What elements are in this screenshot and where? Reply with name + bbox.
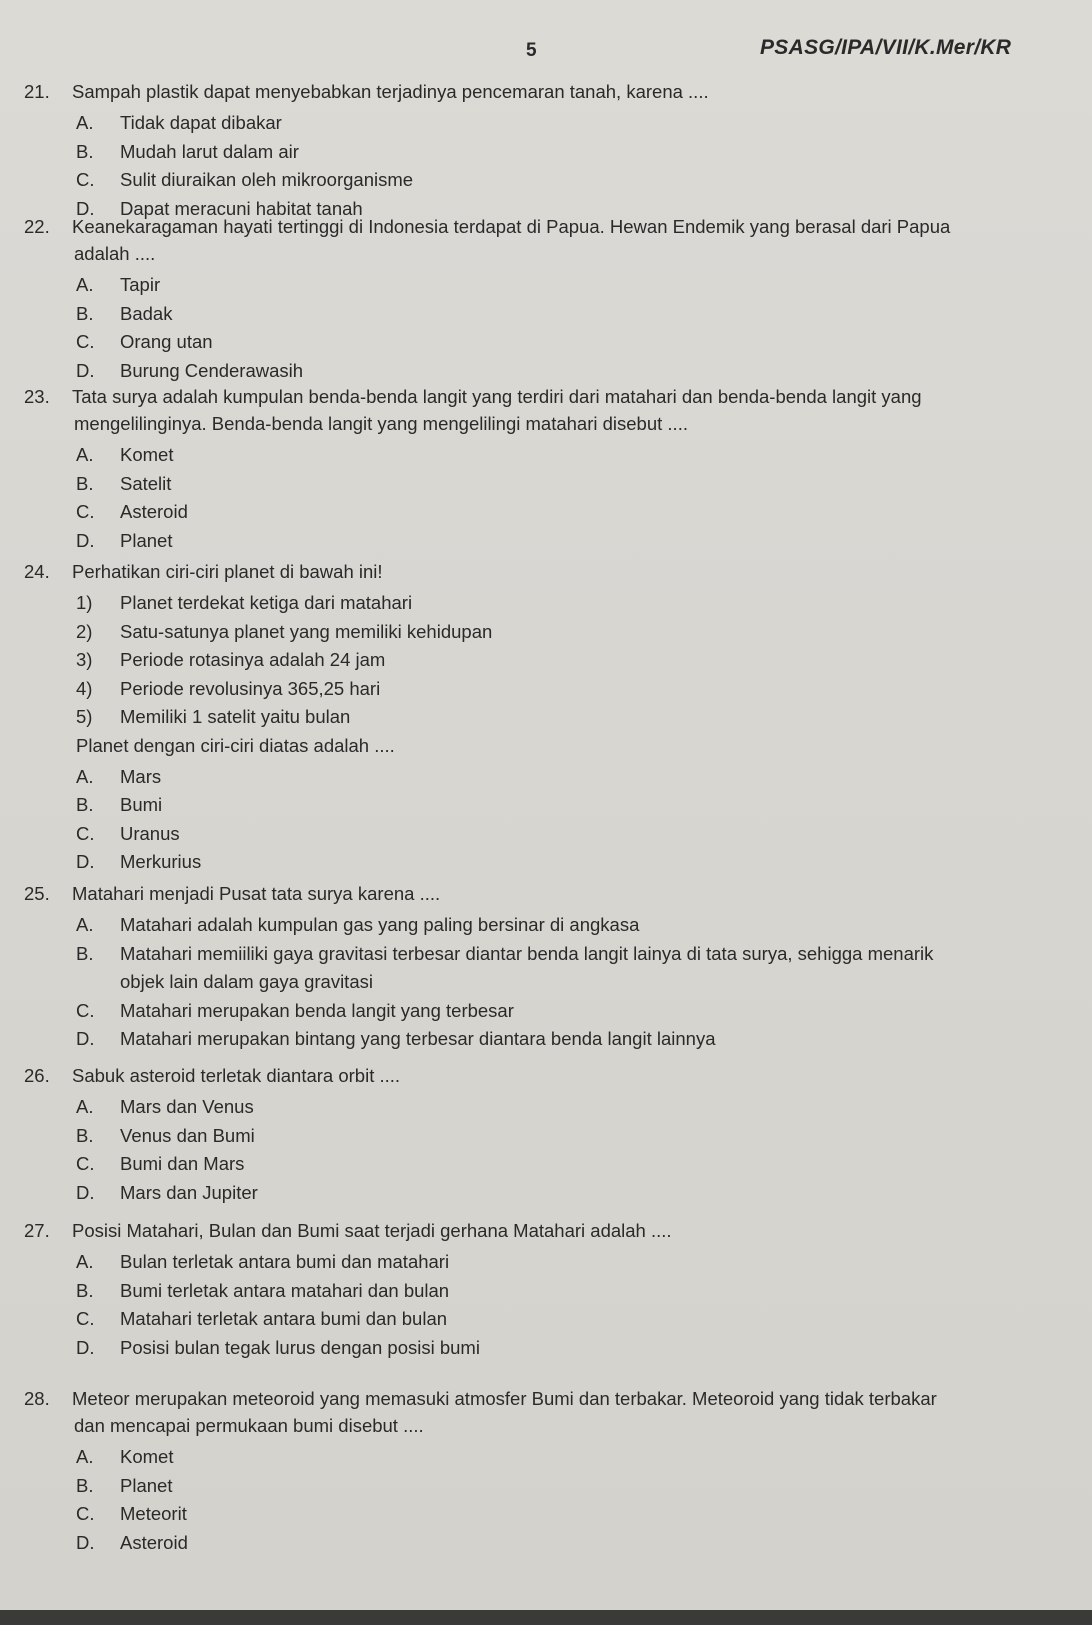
question-number: 24. bbox=[24, 561, 50, 582]
question-text: Posisi Matahari, Bulan dan Bumi saat terjadi gerhana Matahari adalah .... bbox=[72, 1220, 672, 1241]
option-b[interactable] bbox=[76, 470, 1074, 499]
option-d[interactable] bbox=[76, 357, 1074, 386]
option-text: Merkurius bbox=[120, 851, 202, 872]
option-letter: A. bbox=[76, 274, 94, 295]
option-letter: D. bbox=[76, 851, 95, 872]
option-text: Badak bbox=[120, 302, 173, 324]
question-number: 21. bbox=[24, 81, 50, 102]
option-text: Dapat meracuni habitat tanah bbox=[120, 197, 363, 219]
feature-list bbox=[76, 589, 1074, 732]
option-b[interactable] bbox=[76, 1472, 1074, 1501]
option-list bbox=[76, 763, 1074, 877]
question-stem bbox=[24, 880, 1074, 907]
option-b[interactable] bbox=[76, 1277, 1074, 1306]
document-code: PSASG/IPA/VII/K.Mer/KR bbox=[760, 36, 1012, 59]
feature-text: Periode rotasinya adalah 24 jam bbox=[120, 649, 386, 670]
option-letter: D. bbox=[76, 1531, 95, 1553]
option-text: Mudah larut dalam air bbox=[120, 140, 299, 162]
option-text: Matahari memiiliki gaya gravitasi terbesar diantar benda langit lainya di tata surya, sehigga menarik bbox=[120, 942, 934, 964]
option-text: Matahari merupakan bintang yang terbesar diantara benda langit lainnya bbox=[120, 1028, 716, 1049]
question-text: Keanekaragaman hayati tertinggi di Indonesia terdapat di Papua. Hewan Endemik yang berasal dari Papua bbox=[72, 216, 951, 237]
option-text: Asteroid bbox=[120, 1531, 188, 1553]
option-text: Tidak dapat dibakar bbox=[120, 112, 282, 133]
option-text: Bumi dan Mars bbox=[120, 1153, 245, 1174]
option-b[interactable] bbox=[76, 791, 1074, 820]
option-a[interactable] bbox=[76, 763, 1074, 792]
option-letter: C. bbox=[76, 1503, 95, 1524]
option-letter: C. bbox=[76, 1153, 95, 1174]
question-text: Tata surya adalah kumpulan benda-benda langit yang terdiri dari matahari dan benda-benda langit yang bbox=[72, 386, 922, 407]
option-text: Uranus bbox=[120, 822, 180, 844]
option-letter: C. bbox=[76, 999, 95, 1021]
feature-item bbox=[76, 618, 1074, 647]
option-text: Mars bbox=[120, 765, 162, 787]
option-a[interactable] bbox=[76, 911, 1074, 940]
option-text: Bumi terletak antara matahari dan bulan bbox=[120, 1279, 450, 1301]
option-b[interactable] bbox=[76, 1122, 1074, 1151]
question-26 bbox=[24, 1062, 1074, 1207]
option-d[interactable] bbox=[76, 1334, 1074, 1363]
option-a[interactable] bbox=[76, 271, 1074, 300]
option-letter: B. bbox=[76, 472, 94, 494]
question-stem bbox=[24, 1062, 1074, 1089]
option-letter: D. bbox=[76, 529, 95, 551]
option-text: Planet bbox=[120, 529, 173, 551]
question-number: 23. bbox=[24, 386, 50, 407]
option-text: Matahari merupakan benda langit yang terbesar bbox=[120, 999, 514, 1021]
option-letter: C. bbox=[76, 501, 95, 522]
question-stem bbox=[24, 78, 1074, 105]
option-letter: D. bbox=[76, 1028, 95, 1049]
question-text-continued: mengelilinginya. Benda-benda langit yang mengelilingi matahari disebut .... bbox=[74, 413, 688, 434]
option-c[interactable] bbox=[76, 820, 1074, 849]
option-text: Tapir bbox=[120, 274, 161, 295]
option-letter: A. bbox=[76, 1251, 94, 1272]
option-text: Sulit diuraikan oleh mikroorganisme bbox=[120, 169, 414, 190]
question-number: 27. bbox=[24, 1220, 50, 1241]
option-letter: C. bbox=[76, 331, 95, 352]
feature-item bbox=[76, 675, 1074, 704]
option-text: Burung Cenderawasih bbox=[120, 359, 304, 381]
option-letter: B. bbox=[76, 942, 94, 964]
question-23 bbox=[24, 383, 1074, 555]
option-letter: A. bbox=[76, 765, 94, 787]
option-c[interactable] bbox=[76, 1305, 1074, 1334]
option-text: Satelit bbox=[120, 472, 172, 494]
question-text: Perhatikan ciri-ciri planet di bawah ini! bbox=[72, 561, 383, 582]
option-letter: D. bbox=[76, 1181, 95, 1203]
option-letter: B. bbox=[76, 1279, 94, 1301]
option-letter: C. bbox=[76, 1308, 95, 1329]
option-list bbox=[76, 441, 1074, 555]
option-text: Komet bbox=[120, 444, 174, 465]
option-c[interactable] bbox=[76, 328, 1074, 357]
question-number: 26. bbox=[24, 1065, 50, 1086]
option-list bbox=[76, 271, 1074, 385]
feature-number: 4) bbox=[76, 677, 93, 699]
option-letter: D. bbox=[76, 359, 95, 381]
option-b[interactable] bbox=[76, 300, 1074, 329]
option-text: Bumi bbox=[120, 794, 163, 815]
option-letter: A. bbox=[76, 1096, 94, 1117]
feature-text: Memiliki 1 satelit yaitu bulan bbox=[120, 706, 351, 727]
option-letter: B. bbox=[76, 1474, 94, 1496]
option-letter: A. bbox=[76, 914, 94, 935]
option-b[interactable] bbox=[76, 940, 1074, 969]
option-letter: D. bbox=[76, 1336, 95, 1358]
option-letter: A. bbox=[76, 444, 94, 465]
option-letter: B. bbox=[76, 794, 94, 815]
option-a[interactable] bbox=[76, 441, 1074, 470]
question-stem bbox=[24, 1217, 1074, 1244]
question-number: 22. bbox=[24, 216, 50, 237]
option-text: Matahari terletak antara bumi dan bulan bbox=[120, 1308, 448, 1329]
option-text: Venus dan Bumi bbox=[120, 1124, 255, 1146]
option-list bbox=[76, 911, 1074, 1054]
question-number: 25. bbox=[24, 883, 50, 904]
option-text: Asteroid bbox=[120, 501, 188, 522]
option-a[interactable] bbox=[76, 1443, 1074, 1472]
question-22 bbox=[24, 213, 1074, 385]
option-letter: B. bbox=[76, 302, 94, 324]
option-letter: C. bbox=[76, 822, 95, 844]
question-25 bbox=[24, 880, 1074, 1054]
question-text: Meteor merupakan meteoroid yang memasuki atmosfer Bumi dan terbakar. Meteoroid yang tidak terbakar bbox=[72, 1388, 937, 1409]
feature-text: Satu-satunya planet yang memiliki kehidupan bbox=[120, 620, 493, 642]
feature-item bbox=[76, 589, 1074, 618]
option-letter: A. bbox=[76, 1446, 94, 1467]
option-letter: B. bbox=[76, 1124, 94, 1146]
option-b[interactable] bbox=[76, 138, 1074, 167]
question-prompt: Planet dengan ciri-ciri diatas adalah .... bbox=[76, 734, 395, 756]
option-letter: B. bbox=[76, 140, 94, 162]
question-stem bbox=[24, 383, 1074, 410]
option-text: Meteorit bbox=[120, 1503, 187, 1524]
page-bottom-edge bbox=[0, 1610, 1092, 1625]
option-list bbox=[76, 1248, 1074, 1362]
option-list bbox=[76, 1093, 1074, 1207]
question-28 bbox=[24, 1385, 1074, 1557]
option-letter: A. bbox=[76, 112, 94, 133]
option-c[interactable] bbox=[76, 997, 1074, 1026]
option-text: Bulan terletak antara bumi dan matahari bbox=[120, 1251, 450, 1272]
option-c[interactable] bbox=[76, 498, 1074, 527]
option-d[interactable] bbox=[76, 527, 1074, 556]
option-d[interactable] bbox=[76, 848, 1074, 877]
question-text-continued: dan mencapai permukaan bumi disebut .... bbox=[74, 1415, 424, 1436]
question-stem bbox=[24, 213, 1074, 240]
option-c[interactable] bbox=[76, 166, 1074, 195]
feature-number: 1) bbox=[76, 592, 93, 613]
option-d[interactable] bbox=[76, 1529, 1074, 1558]
question-27 bbox=[24, 1217, 1074, 1362]
option-letter: C. bbox=[76, 169, 95, 190]
option-text: Posisi bulan tegak lurus dengan posisi bumi bbox=[120, 1336, 480, 1358]
option-text: Komet bbox=[120, 1446, 174, 1467]
option-list bbox=[76, 1443, 1074, 1557]
option-text: Planet bbox=[120, 1474, 173, 1496]
option-a[interactable] bbox=[76, 1248, 1074, 1277]
feature-number: 5) bbox=[76, 706, 93, 727]
option-c[interactable] bbox=[76, 1150, 1074, 1179]
feature-text: Planet terdekat ketiga dari matahari bbox=[120, 592, 413, 613]
question-24 bbox=[24, 558, 1074, 877]
question-text: Sampah plastik dapat menyebabkan terjadinya pencemaran tanah, karena .... bbox=[72, 81, 709, 102]
page-number: 5 bbox=[526, 40, 537, 61]
option-text: Mars dan Jupiter bbox=[120, 1181, 258, 1203]
feature-item bbox=[76, 703, 1074, 732]
option-list bbox=[76, 109, 1074, 223]
option-d[interactable] bbox=[76, 1025, 1074, 1054]
question-text: Sabuk asteroid terletak diantara orbit .... bbox=[72, 1065, 401, 1086]
question-stem bbox=[24, 558, 1074, 585]
option-a[interactable] bbox=[76, 109, 1074, 138]
option-text: Orang utan bbox=[120, 331, 213, 352]
question-number: 28. bbox=[24, 1388, 50, 1409]
option-d[interactable] bbox=[76, 1179, 1074, 1208]
question-text: Matahari menjadi Pusat tata surya karena .... bbox=[72, 883, 441, 904]
option-text: Matahari adalah kumpulan gas yang paling bersinar di angkasa bbox=[120, 914, 640, 935]
option-a[interactable] bbox=[76, 1093, 1074, 1122]
feature-text: Periode revolusinya 365,25 hari bbox=[120, 677, 381, 699]
question-stem bbox=[24, 1385, 1074, 1412]
feature-number: 3) bbox=[76, 649, 93, 670]
option-text-continued: objek lain dalam gaya gravitasi bbox=[120, 971, 373, 992]
option-text: Mars dan Venus bbox=[120, 1096, 254, 1117]
question-21 bbox=[24, 78, 1074, 223]
question-text-continued: adalah .... bbox=[74, 243, 156, 264]
option-c[interactable] bbox=[76, 1500, 1074, 1529]
feature-number: 2) bbox=[76, 620, 93, 642]
option-letter: D. bbox=[76, 197, 95, 219]
option-b-continued bbox=[76, 968, 1074, 997]
feature-item bbox=[76, 646, 1074, 675]
